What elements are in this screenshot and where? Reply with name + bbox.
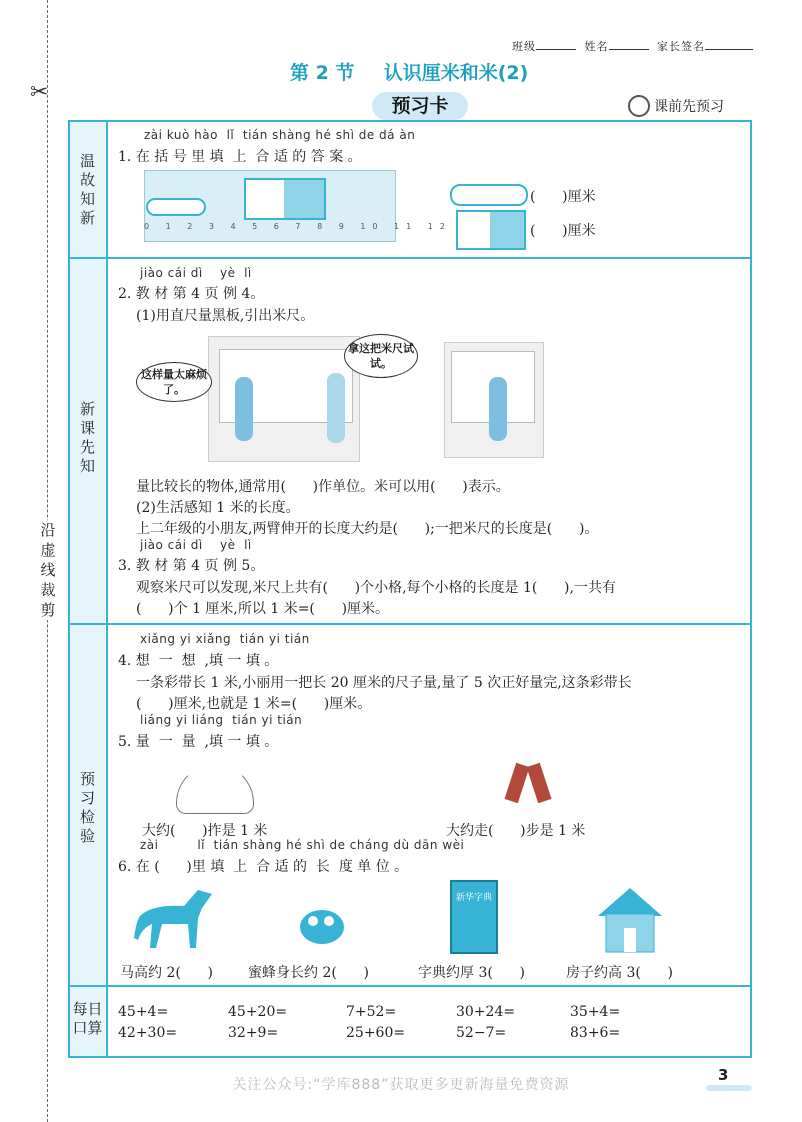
classroom-scene-image xyxy=(208,336,360,462)
q4-text: 4. 想 一 想 ,填 一 填 。 xyxy=(118,653,279,669)
q6-answer-bee[interactable]: 蜜蜂身长约 2( ) xyxy=(248,965,369,981)
house-image xyxy=(594,884,666,954)
calc-item[interactable]: 30+24= xyxy=(456,1004,516,1020)
page-title xyxy=(290,58,528,85)
paperclip-image xyxy=(450,184,528,206)
q3-text: 3. 教 材 第 4 页 例 5。 xyxy=(118,558,265,574)
q6-answer-dictionary[interactable]: 字典约厚 3( ) xyxy=(418,965,525,981)
calc-item[interactable]: 42+30= xyxy=(118,1025,178,1041)
q2-fill-2[interactable]: 上二年级的小朋友,两臂伸开的长度大约是( );一把米尺的长度是( )。 xyxy=(136,521,599,537)
q1-pinyin: zài kuò hào lǐ tián shàng hé shì de dá àn xyxy=(144,128,416,142)
student-info xyxy=(512,38,757,54)
page-number-bar xyxy=(706,1085,752,1091)
q6-answer-house[interactable]: 房子约高 3( ) xyxy=(566,965,673,981)
q3-line-2[interactable]: ( )个 1 厘米,所以 1 米=( )厘米。 xyxy=(136,601,390,617)
q1-text: 1. 在 括 号 里 填 上 合 适 的 答 案 。 xyxy=(118,149,362,165)
divider xyxy=(68,985,752,987)
q6-pinyin: zài lǐ tián shàng hé shì de cháng dù dān wèi xyxy=(140,838,465,852)
calc-item[interactable]: 83+6= xyxy=(570,1025,621,1041)
calc-item[interactable]: 32+9= xyxy=(228,1025,279,1041)
section-label-check: 预习检验 xyxy=(79,770,95,845)
speech-bubble: 拿这把米尺试试。 xyxy=(344,334,418,378)
calc-item[interactable]: 45+4= xyxy=(118,1004,169,1020)
calc-item[interactable]: 52−7= xyxy=(456,1025,507,1041)
ruler-ticks: 0 1 2 3 4 5 6 7 8 9 10 11 12 xyxy=(144,222,452,231)
page-number: 3 xyxy=(718,1066,729,1084)
class-label: 班级 xyxy=(512,40,536,53)
dictionary-image xyxy=(450,880,498,954)
paperclip-image xyxy=(146,198,206,216)
lesson-title: 认识厘米和米(2) xyxy=(383,62,529,84)
calc-item[interactable]: 45+20= xyxy=(228,1004,288,1020)
calc-item[interactable]: 35+4= xyxy=(570,1004,621,1020)
classroom-scene-image xyxy=(444,342,544,458)
walking-legs-image xyxy=(500,760,558,810)
section-label-calc: 每日口算 xyxy=(72,1000,103,1037)
q2-sub1: (1)用直尺量黑板,引出米尺。 xyxy=(136,308,315,324)
before-class-label xyxy=(628,96,724,118)
parent-label: 家长签名 xyxy=(657,40,705,53)
bee-image xyxy=(296,902,348,948)
divider xyxy=(68,257,752,259)
calc-item[interactable]: 7+52= xyxy=(346,1004,397,1020)
q2-text: 2. 教 材 第 4 页 例 4。 xyxy=(118,286,265,302)
watermark: 关注公众号:“学库888”获取更多更新海量免费资源 xyxy=(232,1077,570,1093)
name-label: 姓名 xyxy=(584,40,609,53)
q4-pinyin: xiǎng yi xiǎng tián yi tián xyxy=(140,632,310,646)
clock-icon xyxy=(628,95,650,117)
q1-answer-1[interactable]: ( )厘米 xyxy=(530,189,596,205)
section-label-new: 新课先知 xyxy=(79,400,95,475)
divider xyxy=(68,623,752,625)
q5-answer-2[interactable]: 大约走( )步是 1 米 xyxy=(446,823,586,839)
q3-line-1[interactable]: 观察米尺可以发现,米尺上共有( )个小格,每个小格的长度是 1( ),一共有 xyxy=(136,580,616,596)
scissors-icon: ✂ xyxy=(30,80,49,105)
q5-text: 5. 量 一 量 ,填 一 填 。 xyxy=(118,734,279,750)
parent-signature-field[interactable] xyxy=(705,49,753,50)
q4-line-2[interactable]: ( )厘米,也就是 1 米=( )厘米。 xyxy=(136,696,372,712)
preview-card-badge: 预习卡 xyxy=(372,92,468,120)
q5-answer-1[interactable]: 大约( )拃是 1 米 xyxy=(142,823,268,839)
q4-line-1[interactable]: 一条彩带长 1 米,小丽用一把长 20 厘米的尺子量,量了 5 次正好量完,这条彩带长 xyxy=(136,675,632,691)
calc-item[interactable]: 25+60= xyxy=(346,1025,406,1041)
q1-answer-2[interactable]: ( )厘米 xyxy=(530,223,596,239)
cut-instruction: 沿虚线裁剪 xyxy=(38,520,58,620)
q6-text: 6. 在 ( )里 填 上 合 适 的 长 度 单 位 。 xyxy=(118,859,409,875)
before-class-text: 课前先预习 xyxy=(654,99,724,115)
speech-bubble: 这样量太麻烦了。 xyxy=(136,362,212,402)
q5-pinyin: liáng yi liáng tián yi tián xyxy=(140,713,303,727)
eraser-image xyxy=(456,210,526,250)
section-label-review: 温故知新 xyxy=(79,152,95,227)
section-number: 第 2 节 xyxy=(290,62,355,84)
name-field[interactable] xyxy=(609,49,649,50)
q2-pinyin: jiào cái dì yè lì xyxy=(140,266,252,280)
class-field[interactable] xyxy=(536,49,576,50)
q6-answer-horse[interactable]: 马高约 2( ) xyxy=(120,965,213,981)
q2-sub2: (2)生活感知 1 米的长度。 xyxy=(136,500,300,516)
q3-pinyin: jiào cái dì yè lì xyxy=(140,538,252,552)
dictionary-label: 新华字典 xyxy=(455,893,492,903)
q2-fill-1[interactable]: 量比较长的物体,通常用( )作单位。米可以用( )表示。 xyxy=(136,479,510,495)
eraser-image xyxy=(244,178,326,220)
horse-image xyxy=(132,884,222,954)
sidebar-divider xyxy=(106,120,108,1058)
